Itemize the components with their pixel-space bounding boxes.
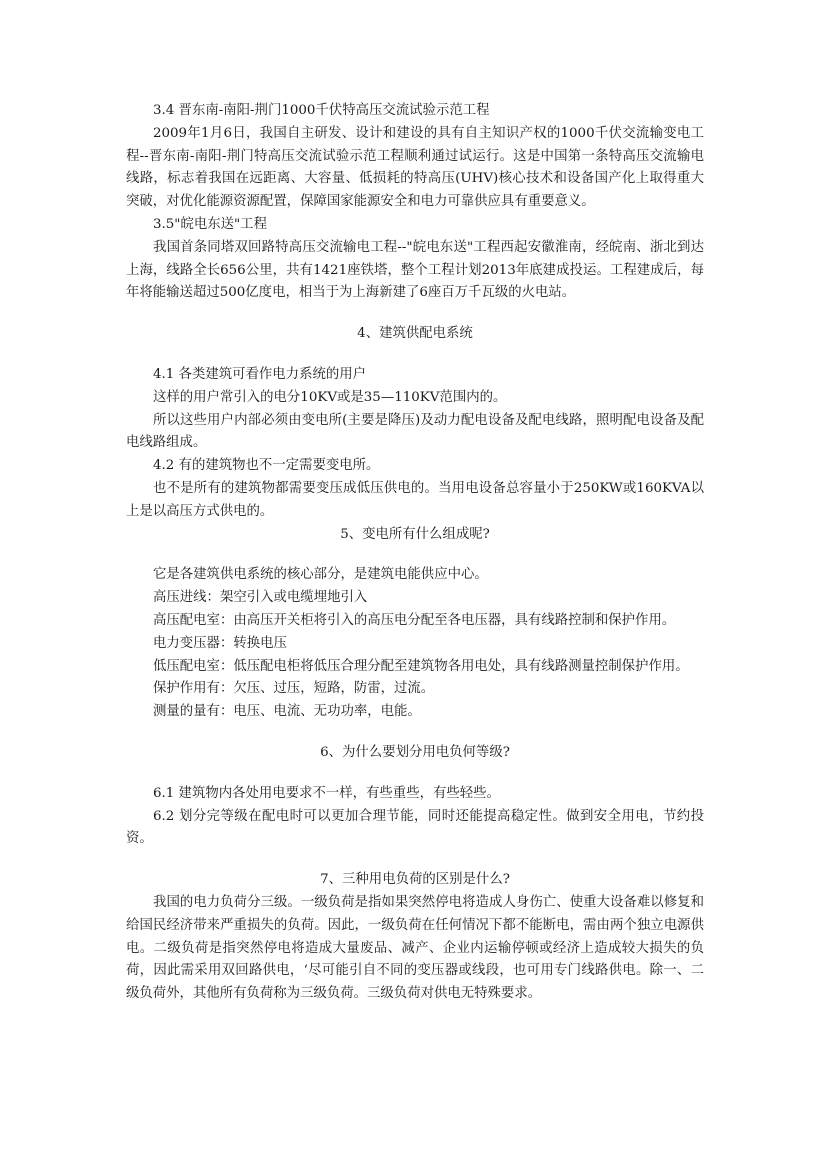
section-title-6: 6、为什么要划分用电负何等级? [320,744,510,760]
list-item: 高压进线：架空引入或电缆埋地引入 [153,590,368,606]
section-item-6-2: 6.2 划分完等级在配电时可以更加合理节能，同时还能提高稳定性。做到安全用电，节约投资。 [126,808,704,847]
body-paragraph: 也不是所有的建筑物都需要变压成低压供电的。当用电设备总容量小于250KW或160KVA以上是以高压方式供电的。 [126,480,704,519]
section-heading-3-5: 3.5"皖电东送"工程 [153,216,267,232]
body-paragraph: 这样的用户常引入的电分10KV或是35—110KV范围内的。 [153,389,507,405]
section-title-7: 7、三种用电负荷的区别是什么? [320,872,510,888]
body-paragraph: 所以这些用户内部必须由变电所(主要是降压)及动力配电设备及配电线路，照明配电设备及配电线路组成。 [126,412,704,451]
body-paragraph: 我国首条同塔双回路特高压交流输电工程--"皖电东送"工程西起安徽淮南，经皖南、浙北到达上海，线路全长656公里，共有1421座铁塔，整个工程计划2013年底建成投运。工程建成后，每年将能输送超过500亿度电，相当于为上海新建了6座百万千瓦级的火电站。 [126,239,704,301]
section-heading-3-4: 3.4 晋东南-南阳-荆门1000千伏特高压交流试验示范工程 [153,103,490,118]
body-paragraph: 它是各建筑供电系统的核心部分，是建筑电能供应中心。 [153,567,488,583]
body-paragraph: 2009年1月6日，我国自主研发、设计和建设的具有自主知识产权的1000千伏交流输变电工程--晋东南-南阳-荆门特高压交流试验示范工程顺利通过试运行。这是中国第一条特高压交流输电线路，标志着我国在远距离、大容量、低损耗的特高压(UHV)核心技术和设备国产化上取得重大突破，对优化能源资源配置，保障国家能源安全和电力可靠供应具有重要意义。 [126,125,704,210]
section-title-5: 5、变电所有什么组成呢? [340,526,490,542]
list-item: 保护作用有：欠压、过压，短路，防雷，过流。 [153,681,435,697]
list-item: 高压配电室：由高压开关柜将引入的高压电分配至各电压器，具有线路控制和保护作用。 [153,612,676,628]
list-item: 低压配电室：低压配电柜将低压合理分配至建筑物各用电处，具有线路测量控制保护作用。 [153,658,689,674]
list-item: 电力变压器：转换电压 [153,635,287,651]
list-item: 测量的量有：电压、电流、无功功率，电能。 [153,704,421,720]
document-page [126,100,704,1006]
section-heading-4-1: 4.1 各类建筑可看作电力系统的用户 [153,366,367,382]
section-item-6-1: 6.1 建筑物内各处用电要求不一样，有些重些，有些轻些。 [153,785,500,801]
body-paragraph: 我国的电力负荷分三级。一级负荷是指如果突然停电将造成人身伤亡、使重大设备难以修复和给国民经济带来严重损失的负荷。因此，一级负荷在任何情况下都不能断电，需由两个独立电源供电。二级负荷是指突然停电将造成大量废品、减产、企业内运输停顿或经济上造成较大损失的负荷，因此需采用双回路供电，‘尽可能引自不同的变压器或线段，也可用专门线路供电。除一、二级负荷外，其他所有负荷称为三级负荷。三级负荷对供电无特殊要求。 [126,894,704,1002]
section-title-4: 4、建筑供配电系统 [357,326,473,342]
section-heading-4-2: 4.2 有的建筑物也不一定需要变电所。 [153,458,380,474]
